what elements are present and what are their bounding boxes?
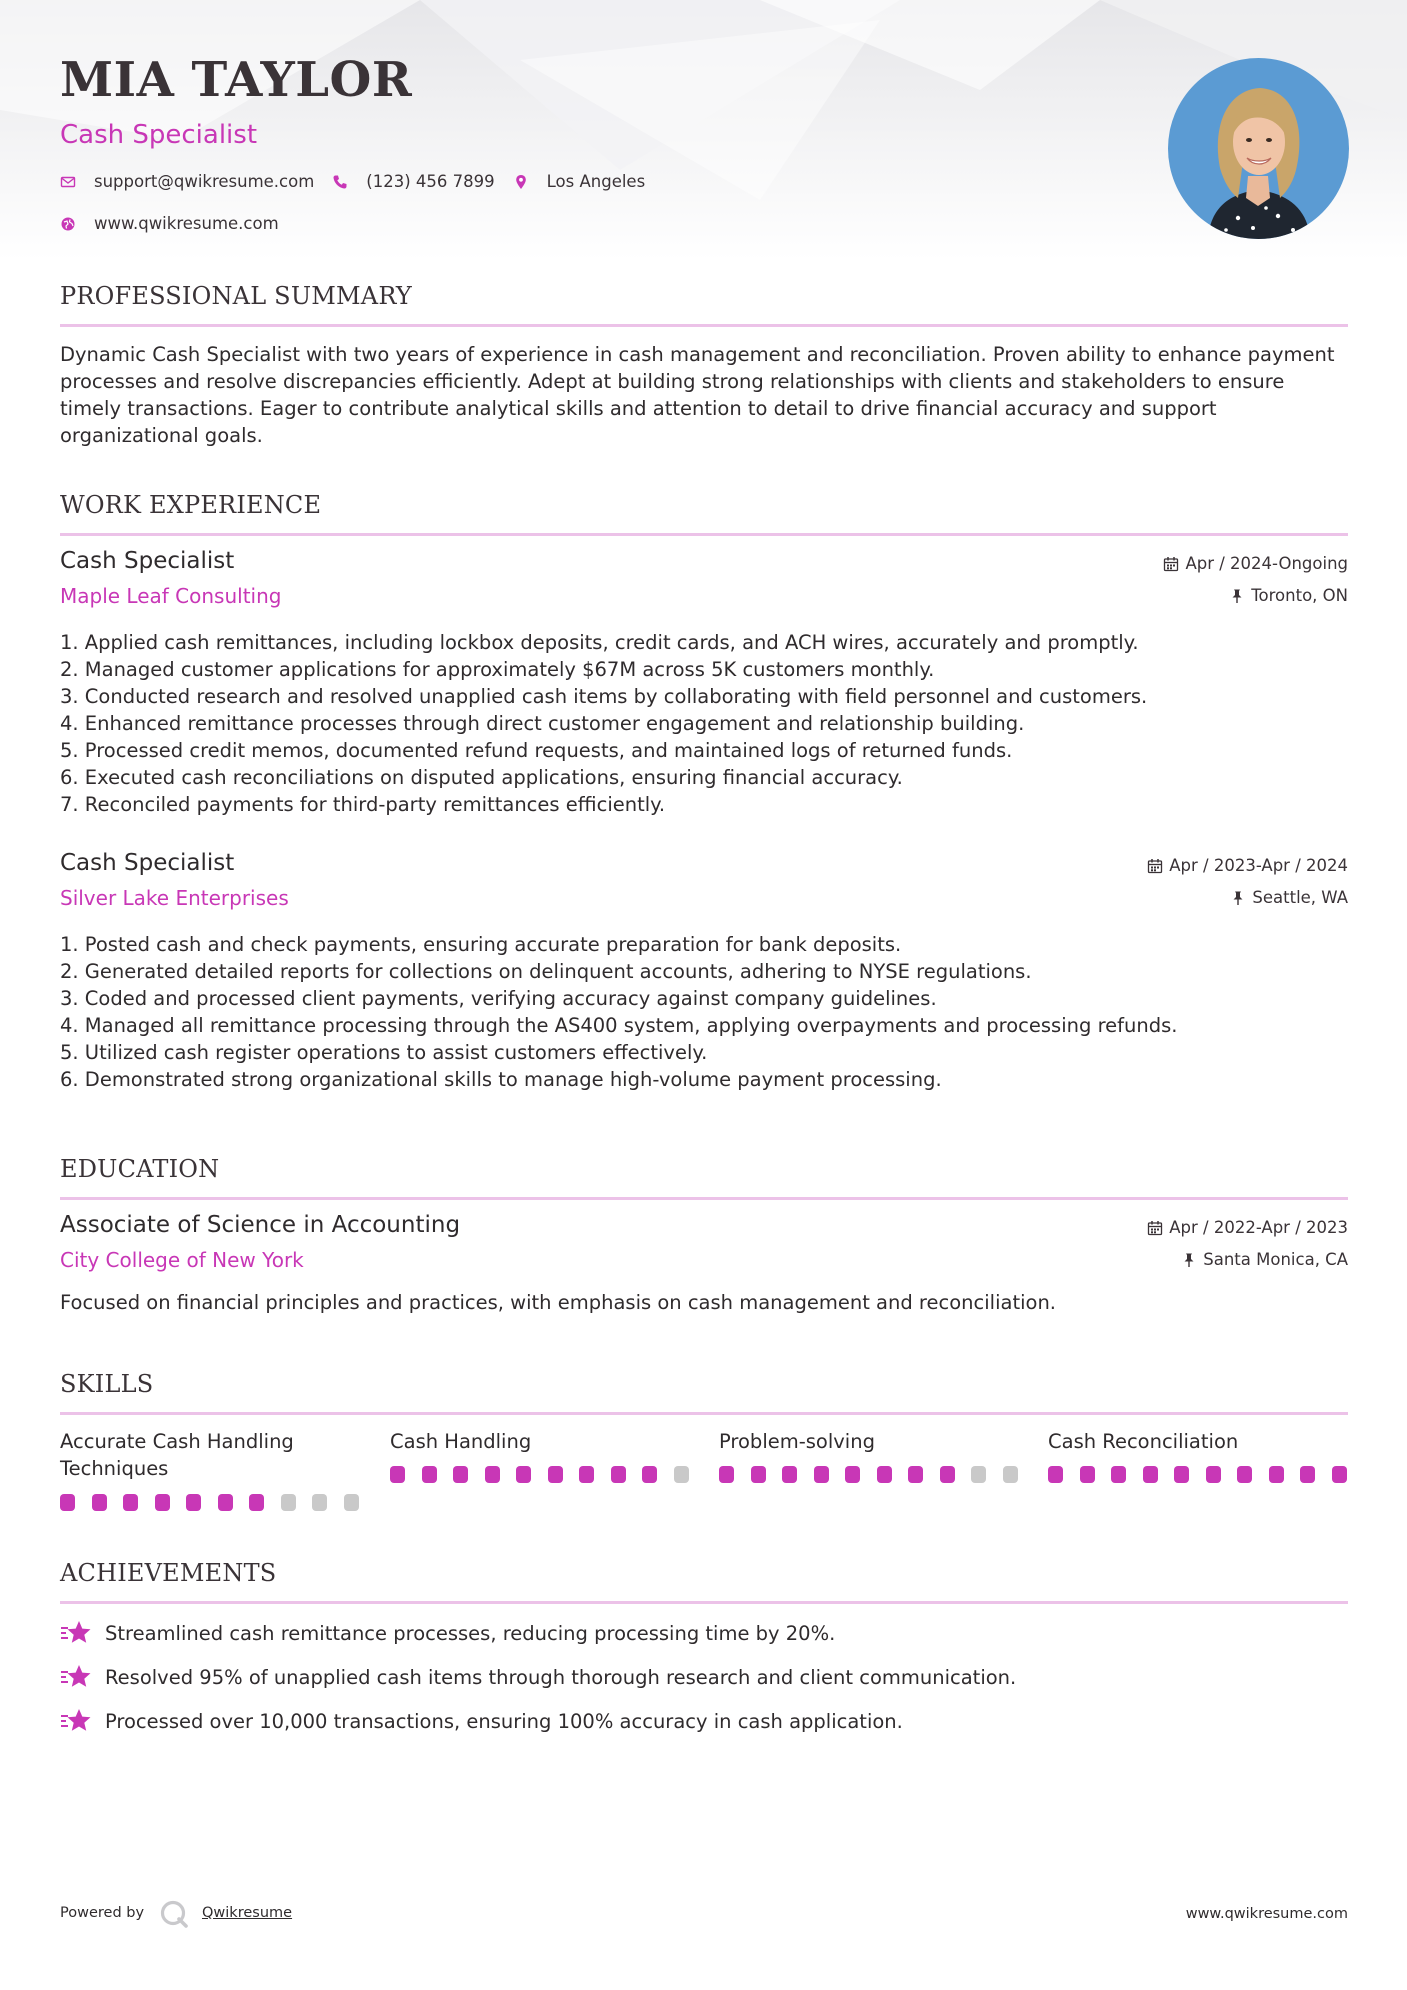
email-text: support@qwikresume.com <box>94 172 315 191</box>
list-item: 2. Generated detailed reports for collections on delinquent accounts, adhering to NYSE regulations. <box>60 960 1032 983</box>
footer-url[interactable]: www.qwikresume.com <box>1185 1906 1348 1922</box>
rating-dot-filled <box>485 1466 500 1483</box>
rating-dot-filled <box>1206 1466 1221 1483</box>
contact-website[interactable] <box>60 214 279 233</box>
rating-dot-filled <box>1111 1466 1126 1483</box>
skill-rating <box>60 1494 375 1511</box>
education-dates-text: Apr / 2022-Apr / 2023 <box>1169 1218 1348 1237</box>
rating-dot-empty <box>971 1466 986 1483</box>
pushpin-icon <box>1181 1252 1197 1268</box>
skill-rating <box>719 1466 1034 1483</box>
education-dates <box>1147 1218 1348 1237</box>
footer <box>60 1898 1348 1932</box>
rating-dot-empty <box>1003 1466 1018 1483</box>
rating-dot-filled <box>1300 1466 1315 1483</box>
education-entry <box>60 1212 1348 1322</box>
rating-dot-filled <box>1080 1466 1095 1483</box>
section-divider <box>60 1197 1348 1200</box>
job-location-text: Toronto, ON <box>1251 586 1348 605</box>
summary-text: Dynamic Cash Specialist with two years of experience in cash management and reconciliation. Proven ability to enhance payment processes and resolve discrepancies efficiently. Adept at building strong relationships with clients and stakeholders to ensure timely transactions. Eager to contribute analytical skills and attention to detail to drive financial accuracy and support organizational goals. <box>60 343 1335 447</box>
calendar-icon <box>1147 1220 1163 1236</box>
experience-heading: WORK EXPERIENCE <box>60 491 322 519</box>
contact-row-2 <box>60 214 297 233</box>
skill-name-line2: Techniques <box>60 1457 169 1480</box>
rating-dot-filled <box>908 1466 923 1483</box>
achievement-item <box>60 1663 1016 1691</box>
rating-dot-filled <box>422 1466 437 1483</box>
achievement-text: Streamlined cash remittance processes, reducing processing time by 20%. <box>105 1621 836 1645</box>
rating-dot-empty <box>312 1494 327 1511</box>
list-item: 3. Conducted research and resolved unapplied cash items by collaborating with field personnel and customers. <box>60 685 1148 708</box>
star-icon <box>60 1663 92 1691</box>
job-dates <box>1147 856 1348 875</box>
skills-heading: SKILLS <box>60 1370 154 1398</box>
list-item: 1. Applied cash remittances, including lockbox deposits, credit cards, and ACH wires, accurately and promptly. <box>60 631 1139 654</box>
job-location <box>1230 888 1348 907</box>
skill-item <box>719 1428 1019 1455</box>
phone-icon <box>332 174 348 190</box>
school-name: City College of New York <box>60 1248 304 1272</box>
contact-row <box>60 172 663 191</box>
rating-dot-filled <box>877 1466 892 1483</box>
job-entry <box>60 548 1348 828</box>
rating-dot-filled <box>218 1494 233 1511</box>
rating-dot-filled <box>516 1466 531 1483</box>
rating-dot-empty <box>281 1494 296 1511</box>
rating-dot-filled <box>1048 1466 1063 1483</box>
phone-text: (123) 456 7899 <box>366 172 495 191</box>
summary-section <box>60 278 1348 449</box>
skills-section <box>60 1366 1348 1415</box>
candidate-name: MIA TAYLOR <box>60 52 413 108</box>
rating-dot-filled <box>453 1466 468 1483</box>
job-location-text: Seattle, WA <box>1252 888 1348 907</box>
achievements-section <box>60 1555 1348 1604</box>
rating-dot-filled <box>1269 1466 1284 1483</box>
skill-rating <box>390 1466 705 1483</box>
skill-item <box>60 1428 360 1482</box>
rating-dot-filled <box>1174 1466 1189 1483</box>
education-section <box>60 1151 1348 1200</box>
section-divider <box>60 1412 1348 1415</box>
list-item: 6. Demonstrated strong organizational skills to manage high-volume payment processing. <box>60 1068 942 1091</box>
powered-by-label: Powered by <box>60 1905 145 1921</box>
education-description: Focused on financial principles and practices, with emphasis on cash management and reconciliation. <box>60 1291 1056 1314</box>
rating-dot-filled <box>751 1466 766 1483</box>
candidate-role: Cash Specialist <box>60 120 258 150</box>
job-dates-text: Apr / 2024-Ongoing <box>1185 554 1348 573</box>
website-text: www.qwikresume.com <box>94 214 279 233</box>
list-item: 5. Processed credit memos, documented refund requests, and maintained logs of returned funds. <box>60 739 1013 762</box>
list-item: 4. Enhanced remittance processes through direct customer engagement and relationship building. <box>60 712 1025 735</box>
rating-dot-empty <box>344 1494 359 1511</box>
skill-rating <box>1048 1466 1363 1483</box>
job-location <box>1229 586 1348 605</box>
rating-dot-filled <box>1237 1466 1252 1483</box>
rating-dot-filled <box>845 1466 860 1483</box>
list-item: 2. Managed customer applications for approximately $67M across 5K customers monthly. <box>60 658 935 681</box>
job-dates <box>1163 554 1348 573</box>
experience-section <box>60 487 1348 536</box>
list-item: 1. Posted cash and check payments, ensuring accurate preparation for bank deposits. <box>60 933 902 956</box>
rating-dot-filled <box>123 1494 138 1511</box>
achievement-text: Processed over 10,000 transactions, ensuring 100% accuracy in cash application. <box>105 1709 903 1733</box>
calendar-icon <box>1147 858 1163 874</box>
rating-dot-filled <box>940 1466 955 1483</box>
achievement-item <box>60 1707 903 1735</box>
globe-icon <box>60 216 76 232</box>
rating-dot-filled <box>719 1466 734 1483</box>
qwikresume-logo-icon[interactable] <box>158 1898 190 1930</box>
rating-dot-filled <box>92 1494 107 1511</box>
skill-name: Cash Handling <box>390 1430 532 1453</box>
rating-dot-filled <box>548 1466 563 1483</box>
achievement-item <box>60 1619 835 1647</box>
job-company: Maple Leaf Consulting <box>60 584 282 608</box>
job-dates-text: Apr / 2023-Apr / 2024 <box>1169 856 1348 875</box>
job-title: Cash Specialist <box>60 850 235 876</box>
education-heading: EDUCATION <box>60 1155 220 1183</box>
brand-link[interactable]: Qwikresume <box>202 1905 293 1921</box>
map-pin-icon <box>513 174 529 190</box>
rating-dot-filled <box>1143 1466 1158 1483</box>
skill-name: Cash Reconciliation <box>1048 1430 1239 1453</box>
list-item: 6. Executed cash reconciliations on disputed applications, ensuring financial accuracy. <box>60 766 903 789</box>
star-icon <box>60 1707 92 1735</box>
achievement-text: Resolved 95% of unapplied cash items through thorough research and client communication. <box>105 1665 1017 1689</box>
list-item: 3. Coded and processed client payments, verifying accuracy against company guidelines. <box>60 987 937 1010</box>
list-item: 5. Utilized cash register operations to assist customers effectively. <box>60 1041 708 1064</box>
education-location-text: Santa Monica, CA <box>1203 1250 1348 1269</box>
education-location <box>1181 1250 1348 1269</box>
pushpin-icon <box>1229 588 1245 604</box>
rating-dot-filled <box>642 1466 657 1483</box>
job-bullets <box>60 629 1147 818</box>
job-bullets <box>60 931 1177 1093</box>
contact-location <box>513 172 646 191</box>
skill-item <box>390 1428 690 1455</box>
rating-dot-filled <box>814 1466 829 1483</box>
skill-name: Accurate Cash Handling <box>60 1430 294 1453</box>
rating-dot-filled <box>611 1466 626 1483</box>
rating-dot-filled <box>782 1466 797 1483</box>
contact-phone[interactable] <box>332 172 494 191</box>
rating-dot-filled <box>186 1494 201 1511</box>
rating-dot-filled <box>249 1494 264 1511</box>
rating-dot-filled <box>1332 1466 1347 1483</box>
skill-item <box>1048 1428 1348 1455</box>
pushpin-icon <box>1230 890 1246 906</box>
rating-dot-filled <box>155 1494 170 1511</box>
rating-dot-empty <box>674 1466 689 1483</box>
job-entry <box>60 850 1348 1100</box>
contact-email[interactable] <box>60 172 314 191</box>
star-icon <box>60 1619 92 1647</box>
location-text: Los Angeles <box>546 172 646 191</box>
list-item: 4. Managed all remittance processing through the AS400 system, applying overpayments and processing refunds. <box>60 1014 1178 1037</box>
section-divider <box>60 324 1348 327</box>
summary-heading: PROFESSIONAL SUMMARY <box>60 282 412 310</box>
rating-dot-filled <box>579 1466 594 1483</box>
job-title: Cash Specialist <box>60 548 235 574</box>
degree-title: Associate of Science in Accounting <box>60 1212 461 1238</box>
achievements-heading: ACHIEVEMENTS <box>60 1559 277 1587</box>
profile-photo <box>1168 58 1349 239</box>
section-divider <box>60 533 1348 536</box>
skill-name: Problem-solving <box>719 1430 875 1453</box>
envelope-icon <box>60 174 76 190</box>
calendar-icon <box>1163 556 1179 572</box>
rating-dot-filled <box>60 1494 75 1511</box>
skills-grid <box>60 1428 1348 1518</box>
job-company: Silver Lake Enterprises <box>60 886 289 910</box>
list-item: 7. Reconciled payments for third-party remittances efficiently. <box>60 793 666 816</box>
section-divider <box>60 1601 1348 1604</box>
rating-dot-filled <box>390 1466 405 1483</box>
